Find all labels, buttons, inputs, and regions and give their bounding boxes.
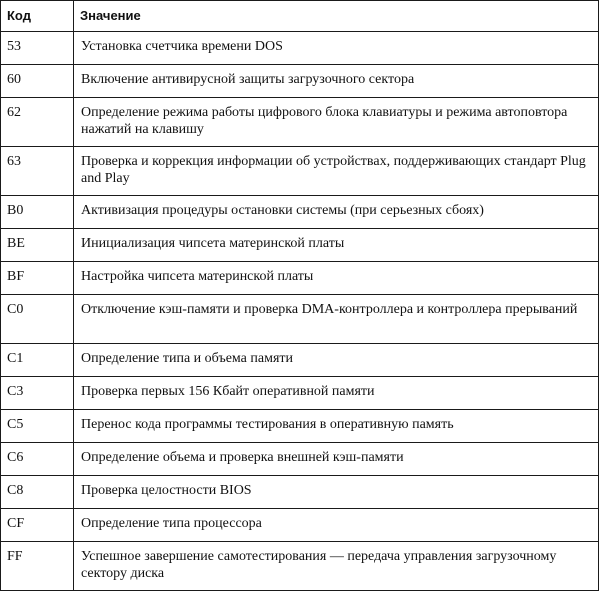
value-cell: Отключение кэш-памяти и проверка DMA-контроллера и контроллера прерываний	[74, 295, 599, 344]
value-cell: Активизация процедуры остановки системы (при серьезных сбоях)	[74, 196, 599, 229]
table-row	[1, 410, 599, 443]
code-cell: C1	[1, 344, 74, 377]
code-cell: C5	[1, 410, 74, 443]
value-cell: Проверка целостности BIOS	[74, 476, 599, 509]
code-cell: 63	[1, 147, 74, 196]
column-header-value: Значение	[74, 1, 599, 32]
value-cell: Проверка и коррекция информации об устройствах, поддерживающих стандарт Plug and Play	[74, 147, 599, 196]
code-cell: CF	[1, 509, 74, 542]
code-cell: C8	[1, 476, 74, 509]
table-row	[1, 443, 599, 476]
code-cell: BF	[1, 262, 74, 295]
value-cell: Установка счетчика времени DOS	[74, 32, 599, 65]
code-cell: BE	[1, 229, 74, 262]
value-cell: Определение типа процессора	[74, 509, 599, 542]
header-row	[1, 1, 599, 32]
table-row	[1, 344, 599, 377]
table-row	[1, 32, 599, 65]
table-row	[1, 476, 599, 509]
code-cell: C0	[1, 295, 74, 344]
table-row	[1, 295, 599, 344]
code-cell: 60	[1, 65, 74, 98]
table-row	[1, 377, 599, 410]
code-cell: FF	[1, 542, 74, 591]
value-cell: Успешное завершение самотестирования — передача управления загрузочному сектору диска	[74, 542, 599, 591]
value-cell: Настройка чипсета материнской платы	[74, 262, 599, 295]
table-row	[1, 65, 599, 98]
value-cell: Перенос кода программы тестирования в оперативную память	[74, 410, 599, 443]
table-row	[1, 147, 599, 196]
value-cell: Определение объема и проверка внешней кэш-памяти	[74, 443, 599, 476]
table-header	[1, 1, 599, 32]
value-cell: Определение режима работы цифрового блока клавиатуры и режима автоповтора нажатий на клавишу	[74, 98, 599, 147]
code-cell: C6	[1, 443, 74, 476]
table-row	[1, 262, 599, 295]
value-cell: Определение типа и объема памяти	[74, 344, 599, 377]
table-row	[1, 196, 599, 229]
value-cell: Инициализация чипсета материнской платы	[74, 229, 599, 262]
code-cell: B0	[1, 196, 74, 229]
code-cell: 53	[1, 32, 74, 65]
table-row	[1, 98, 599, 147]
column-header-code: Код	[1, 1, 74, 32]
value-cell: Проверка первых 156 Кбайт оперативной памяти	[74, 377, 599, 410]
code-cell: C3	[1, 377, 74, 410]
table-row	[1, 229, 599, 262]
value-cell: Включение антивирусной защиты загрузочного сектора	[74, 65, 599, 98]
table-body	[1, 32, 599, 591]
code-cell: 62	[1, 98, 74, 147]
table-row	[1, 509, 599, 542]
table-row	[1, 542, 599, 591]
